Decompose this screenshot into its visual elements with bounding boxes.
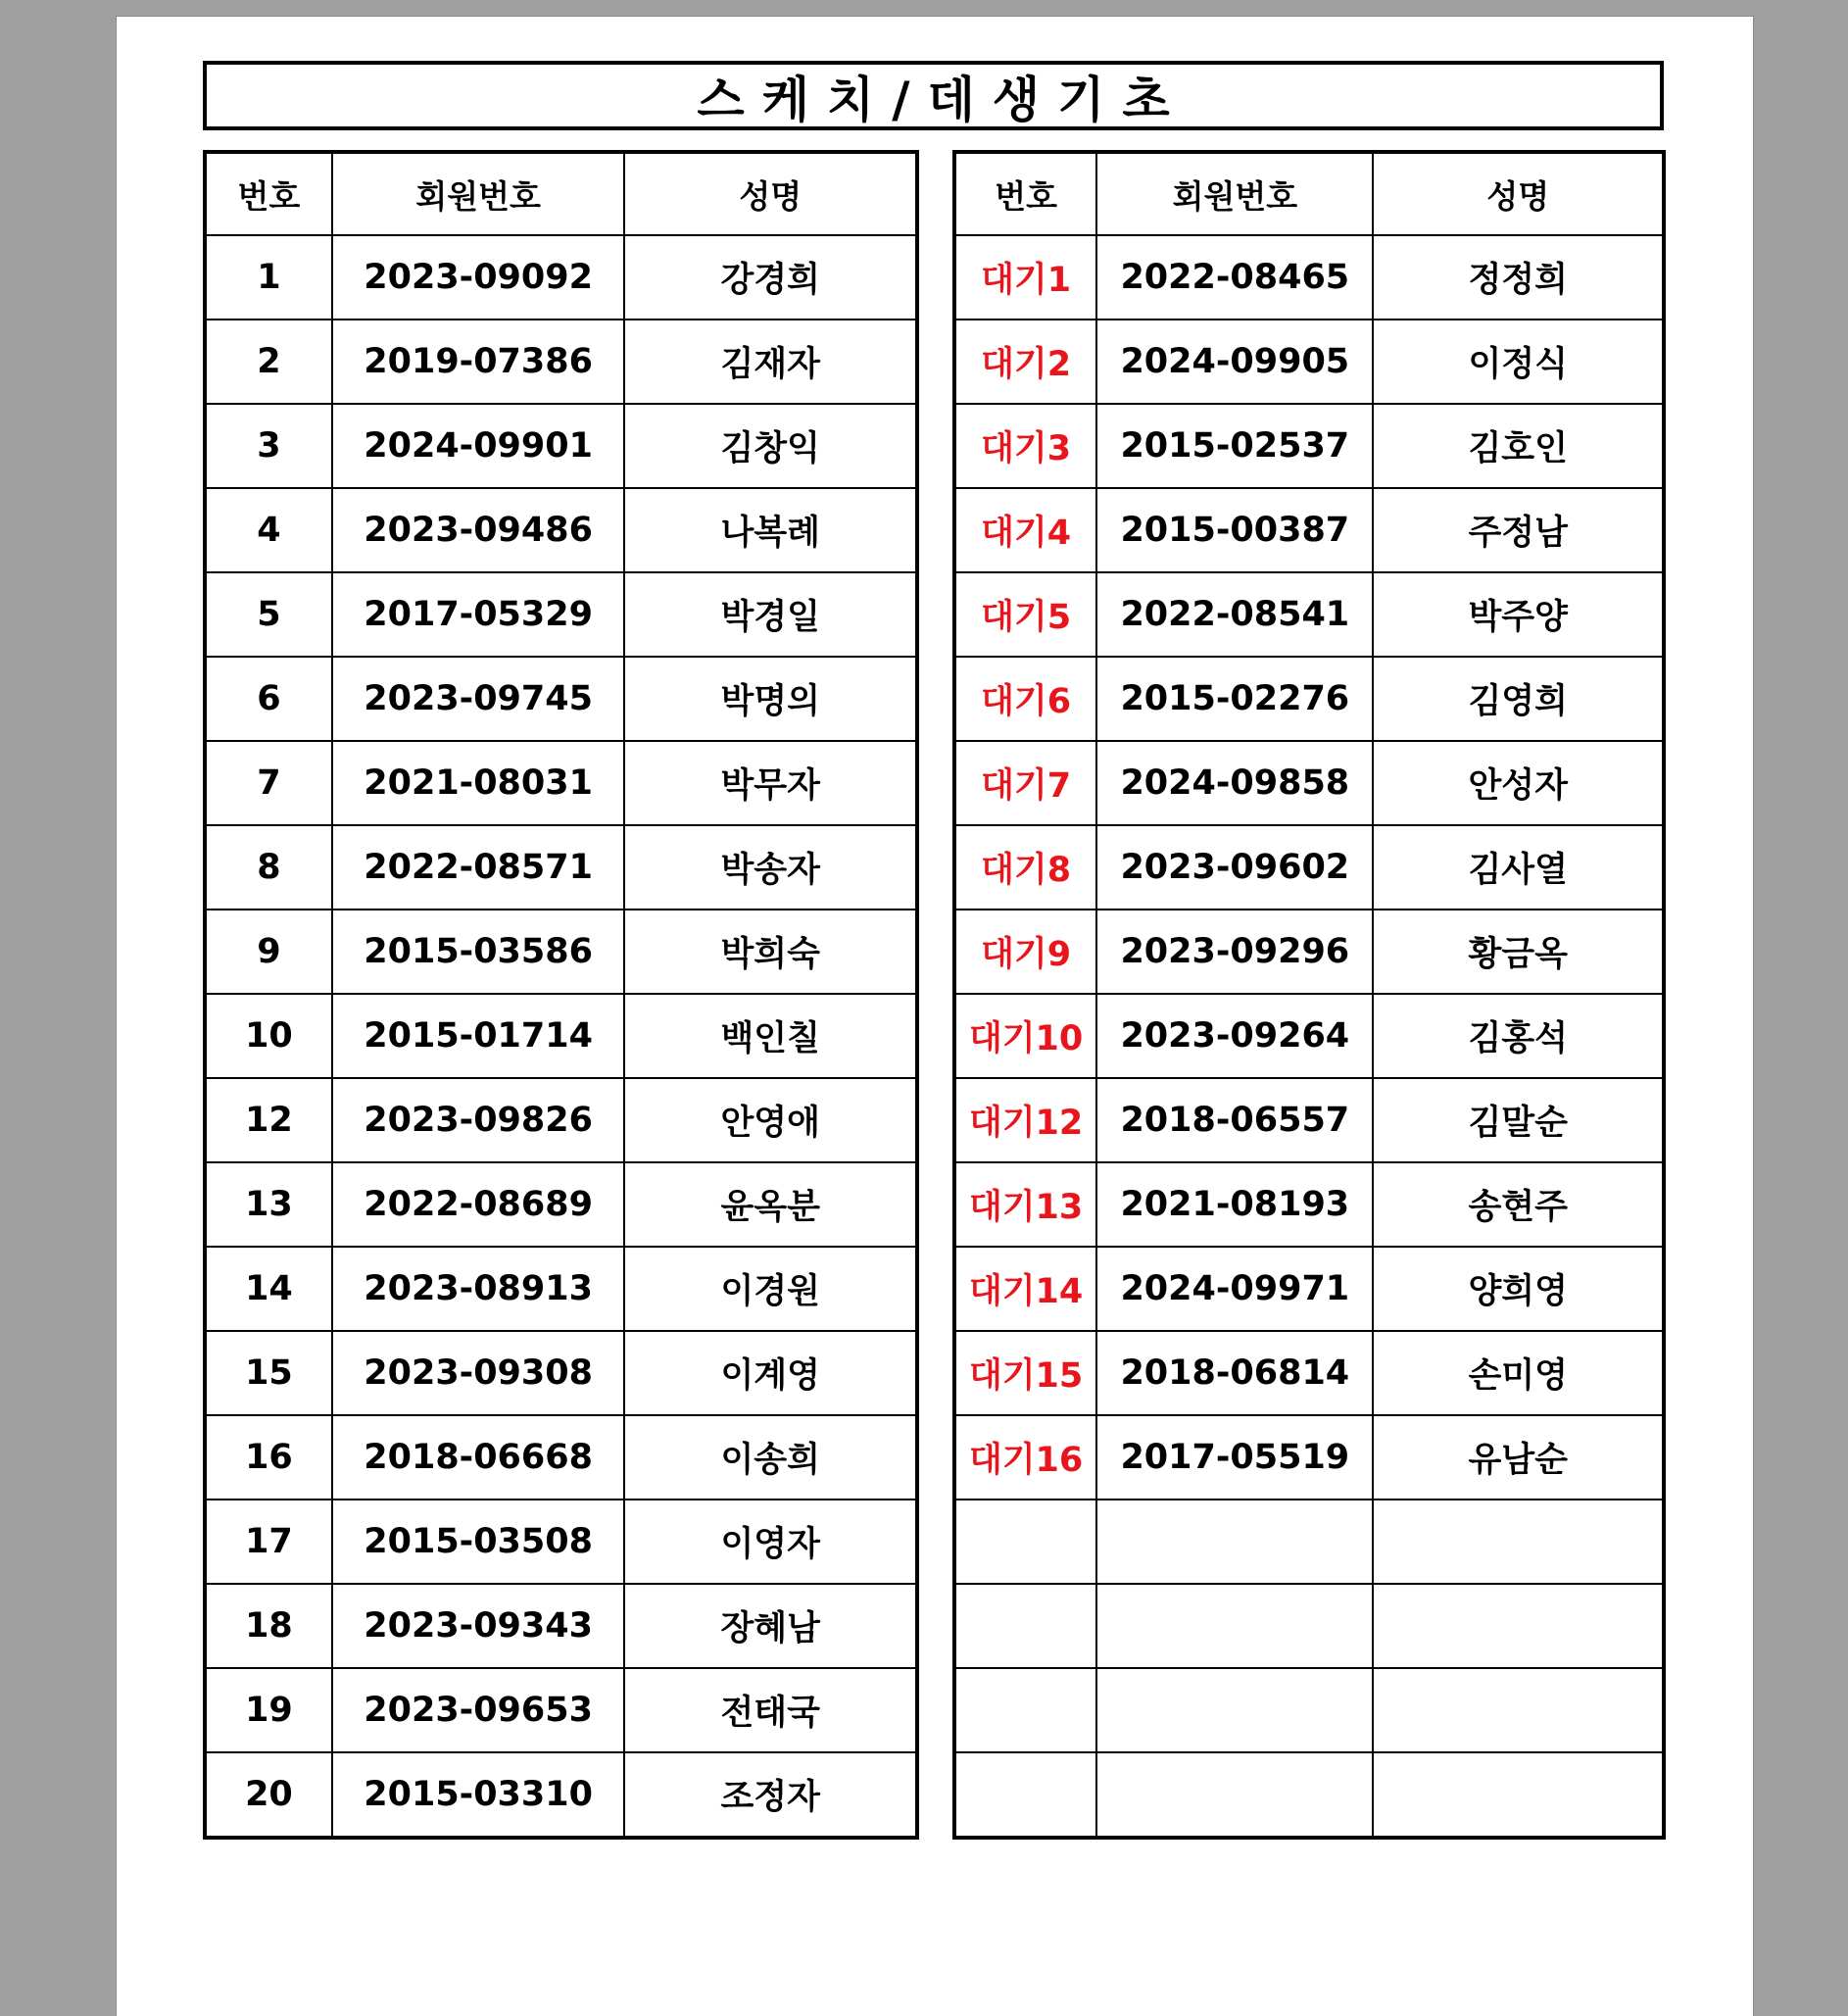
row-number: 20 [205,1752,332,1838]
row-member-id [1096,1752,1373,1838]
row-member-id: 2022-08571 [332,825,625,910]
header-number: 번호 [954,152,1096,235]
table-row [954,825,1664,910]
table-row [954,488,1664,572]
row-member-id: 2015-02276 [1096,657,1373,741]
row-member-id: 2018-06557 [1096,1078,1373,1162]
row-member-id: 2015-03508 [332,1500,625,1584]
table-row [954,657,1664,741]
row-member-id: 2015-02537 [1096,404,1373,488]
table-row [205,1162,917,1247]
table-row [954,741,1664,825]
table-row [205,1668,917,1752]
table-row [954,910,1664,994]
row-member-id: 2024-09858 [1096,741,1373,825]
row-name: 박경일 [624,572,917,657]
table-row [954,1078,1664,1162]
row-number: 13 [205,1162,332,1247]
row-number [954,1752,1096,1838]
row-member-id [1096,1500,1373,1584]
row-member-id: 2023-09264 [1096,994,1373,1078]
row-name: 김홍석 [1373,994,1664,1078]
row-number: 7 [205,741,332,825]
table-row [954,1247,1664,1331]
row-name: 안영애 [624,1078,917,1162]
row-number: 4 [205,488,332,572]
row-name: 이계영 [624,1331,917,1415]
row-name: 안성자 [1373,741,1664,825]
table-row [954,1331,1664,1415]
row-name: 장혜남 [624,1584,917,1668]
table-row [205,235,917,320]
row-name: 송현주 [1373,1162,1664,1247]
row-name: 박송자 [624,825,917,910]
row-member-id: 2017-05519 [1096,1415,1373,1500]
table-row [954,572,1664,657]
row-name: 손미영 [1373,1331,1664,1415]
row-member-id: 2022-08689 [332,1162,625,1247]
table-row [954,1584,1664,1668]
table-row [205,1331,917,1415]
row-number: 9 [205,910,332,994]
row-member-id: 2018-06668 [332,1415,625,1500]
row-number: 14 [205,1247,332,1331]
row-number: 8 [205,825,332,910]
row-member-id: 2023-09486 [332,488,625,572]
row-number: 대기2 [954,320,1096,404]
row-name: 주정남 [1373,488,1664,572]
table-row [205,404,917,488]
table-row [205,994,917,1078]
page-title: 스케치/데생기초 [203,61,1664,130]
row-member-id: 2023-09296 [1096,910,1373,994]
row-number: 대기15 [954,1331,1096,1415]
row-number: 대기3 [954,404,1096,488]
row-member-id: 2023-09343 [332,1584,625,1668]
row-member-id: 2023-09745 [332,657,625,741]
row-name: 조정자 [624,1752,917,1838]
row-member-id: 2015-03586 [332,910,625,994]
row-name: 백인칠 [624,994,917,1078]
row-name [1373,1500,1664,1584]
header-row [954,152,1664,235]
table-row [205,657,917,741]
row-member-id: 2023-09653 [332,1668,625,1752]
row-number: 10 [205,994,332,1078]
waitlist-table [952,150,1666,1840]
row-number: 19 [205,1668,332,1752]
table-row [205,1500,917,1584]
table-row [954,404,1664,488]
row-member-id: 2015-01714 [332,994,625,1078]
row-number: 대기1 [954,235,1096,320]
row-name: 나복례 [624,488,917,572]
row-member-id: 2023-09308 [332,1331,625,1415]
row-member-id: 2021-08193 [1096,1162,1373,1247]
table-row [205,825,917,910]
row-name: 황금옥 [1373,910,1664,994]
row-name [1373,1668,1664,1752]
row-number [954,1584,1096,1668]
row-name: 유남순 [1373,1415,1664,1500]
row-number: 5 [205,572,332,657]
row-name: 이정식 [1373,320,1664,404]
row-name: 김재자 [624,320,917,404]
row-member-id: 2017-05329 [332,572,625,657]
row-number: 1 [205,235,332,320]
row-name [1373,1752,1664,1838]
row-number: 대기12 [954,1078,1096,1162]
row-member-id: 2024-09901 [332,404,625,488]
document-page [116,16,1754,2016]
row-member-id: 2024-09971 [1096,1247,1373,1331]
row-number: 18 [205,1584,332,1668]
row-member-id: 2023-09092 [332,235,625,320]
row-number: 대기6 [954,657,1096,741]
header-name: 성명 [624,152,917,235]
row-number: 2 [205,320,332,404]
row-member-id: 2023-08913 [332,1247,625,1331]
row-number: 대기9 [954,910,1096,994]
table-row [205,1584,917,1668]
row-number: 대기13 [954,1162,1096,1247]
table-row [205,1078,917,1162]
row-number: 대기10 [954,994,1096,1078]
table-row [954,1668,1664,1752]
table-row [205,1752,917,1838]
row-number: 대기7 [954,741,1096,825]
row-member-id: 2022-08541 [1096,572,1373,657]
row-name: 전태국 [624,1668,917,1752]
row-name: 이영자 [624,1500,917,1584]
row-name: 박무자 [624,741,917,825]
table-row [205,320,917,404]
row-number: 대기4 [954,488,1096,572]
row-member-id: 2023-09602 [1096,825,1373,910]
row-name: 이경원 [624,1247,917,1331]
row-name [1373,1584,1664,1668]
row-name: 양희영 [1373,1247,1664,1331]
table-row [205,1247,917,1331]
row-name: 김말순 [1373,1078,1664,1162]
header-member-id: 회원번호 [1096,152,1373,235]
table-row [205,910,917,994]
row-member-id [1096,1584,1373,1668]
row-number: 대기14 [954,1247,1096,1331]
row-name: 이송희 [624,1415,917,1500]
table-row [954,1500,1664,1584]
row-member-id: 2015-03310 [332,1752,625,1838]
row-number [954,1500,1096,1584]
row-member-id: 2024-09905 [1096,320,1373,404]
row-member-id: 2015-00387 [1096,488,1373,572]
row-number: 대기8 [954,825,1096,910]
table-row [954,235,1664,320]
table-row [954,1162,1664,1247]
row-member-id: 2018-06814 [1096,1331,1373,1415]
row-name: 윤옥분 [624,1162,917,1247]
row-member-id [1096,1668,1373,1752]
row-name: 정정희 [1373,235,1664,320]
table-row [954,994,1664,1078]
header-row [205,152,917,235]
row-name: 김호인 [1373,404,1664,488]
row-name: 김창익 [624,404,917,488]
row-number: 16 [205,1415,332,1500]
row-number: 대기5 [954,572,1096,657]
table-row [954,320,1664,404]
table-row [205,488,917,572]
row-name: 박명의 [624,657,917,741]
table-row [954,1415,1664,1500]
row-name: 강경희 [624,235,917,320]
row-number: 3 [205,404,332,488]
row-number: 대기16 [954,1415,1096,1500]
table-row [205,1415,917,1500]
row-number: 17 [205,1500,332,1584]
row-number: 15 [205,1331,332,1415]
row-number: 6 [205,657,332,741]
row-name: 박희숙 [624,910,917,994]
table-row [205,741,917,825]
row-member-id: 2023-09826 [332,1078,625,1162]
row-member-id: 2019-07386 [332,320,625,404]
table-row [954,1752,1664,1838]
row-number: 12 [205,1078,332,1162]
enrolled-table [203,150,919,1840]
row-name: 김사열 [1373,825,1664,910]
header-member-id: 회원번호 [332,152,625,235]
table-row [205,572,917,657]
row-member-id: 2022-08465 [1096,235,1373,320]
row-member-id: 2021-08031 [332,741,625,825]
row-name: 박주양 [1373,572,1664,657]
header-number: 번호 [205,152,332,235]
row-name: 김영희 [1373,657,1664,741]
row-number [954,1668,1096,1752]
header-name: 성명 [1373,152,1664,235]
